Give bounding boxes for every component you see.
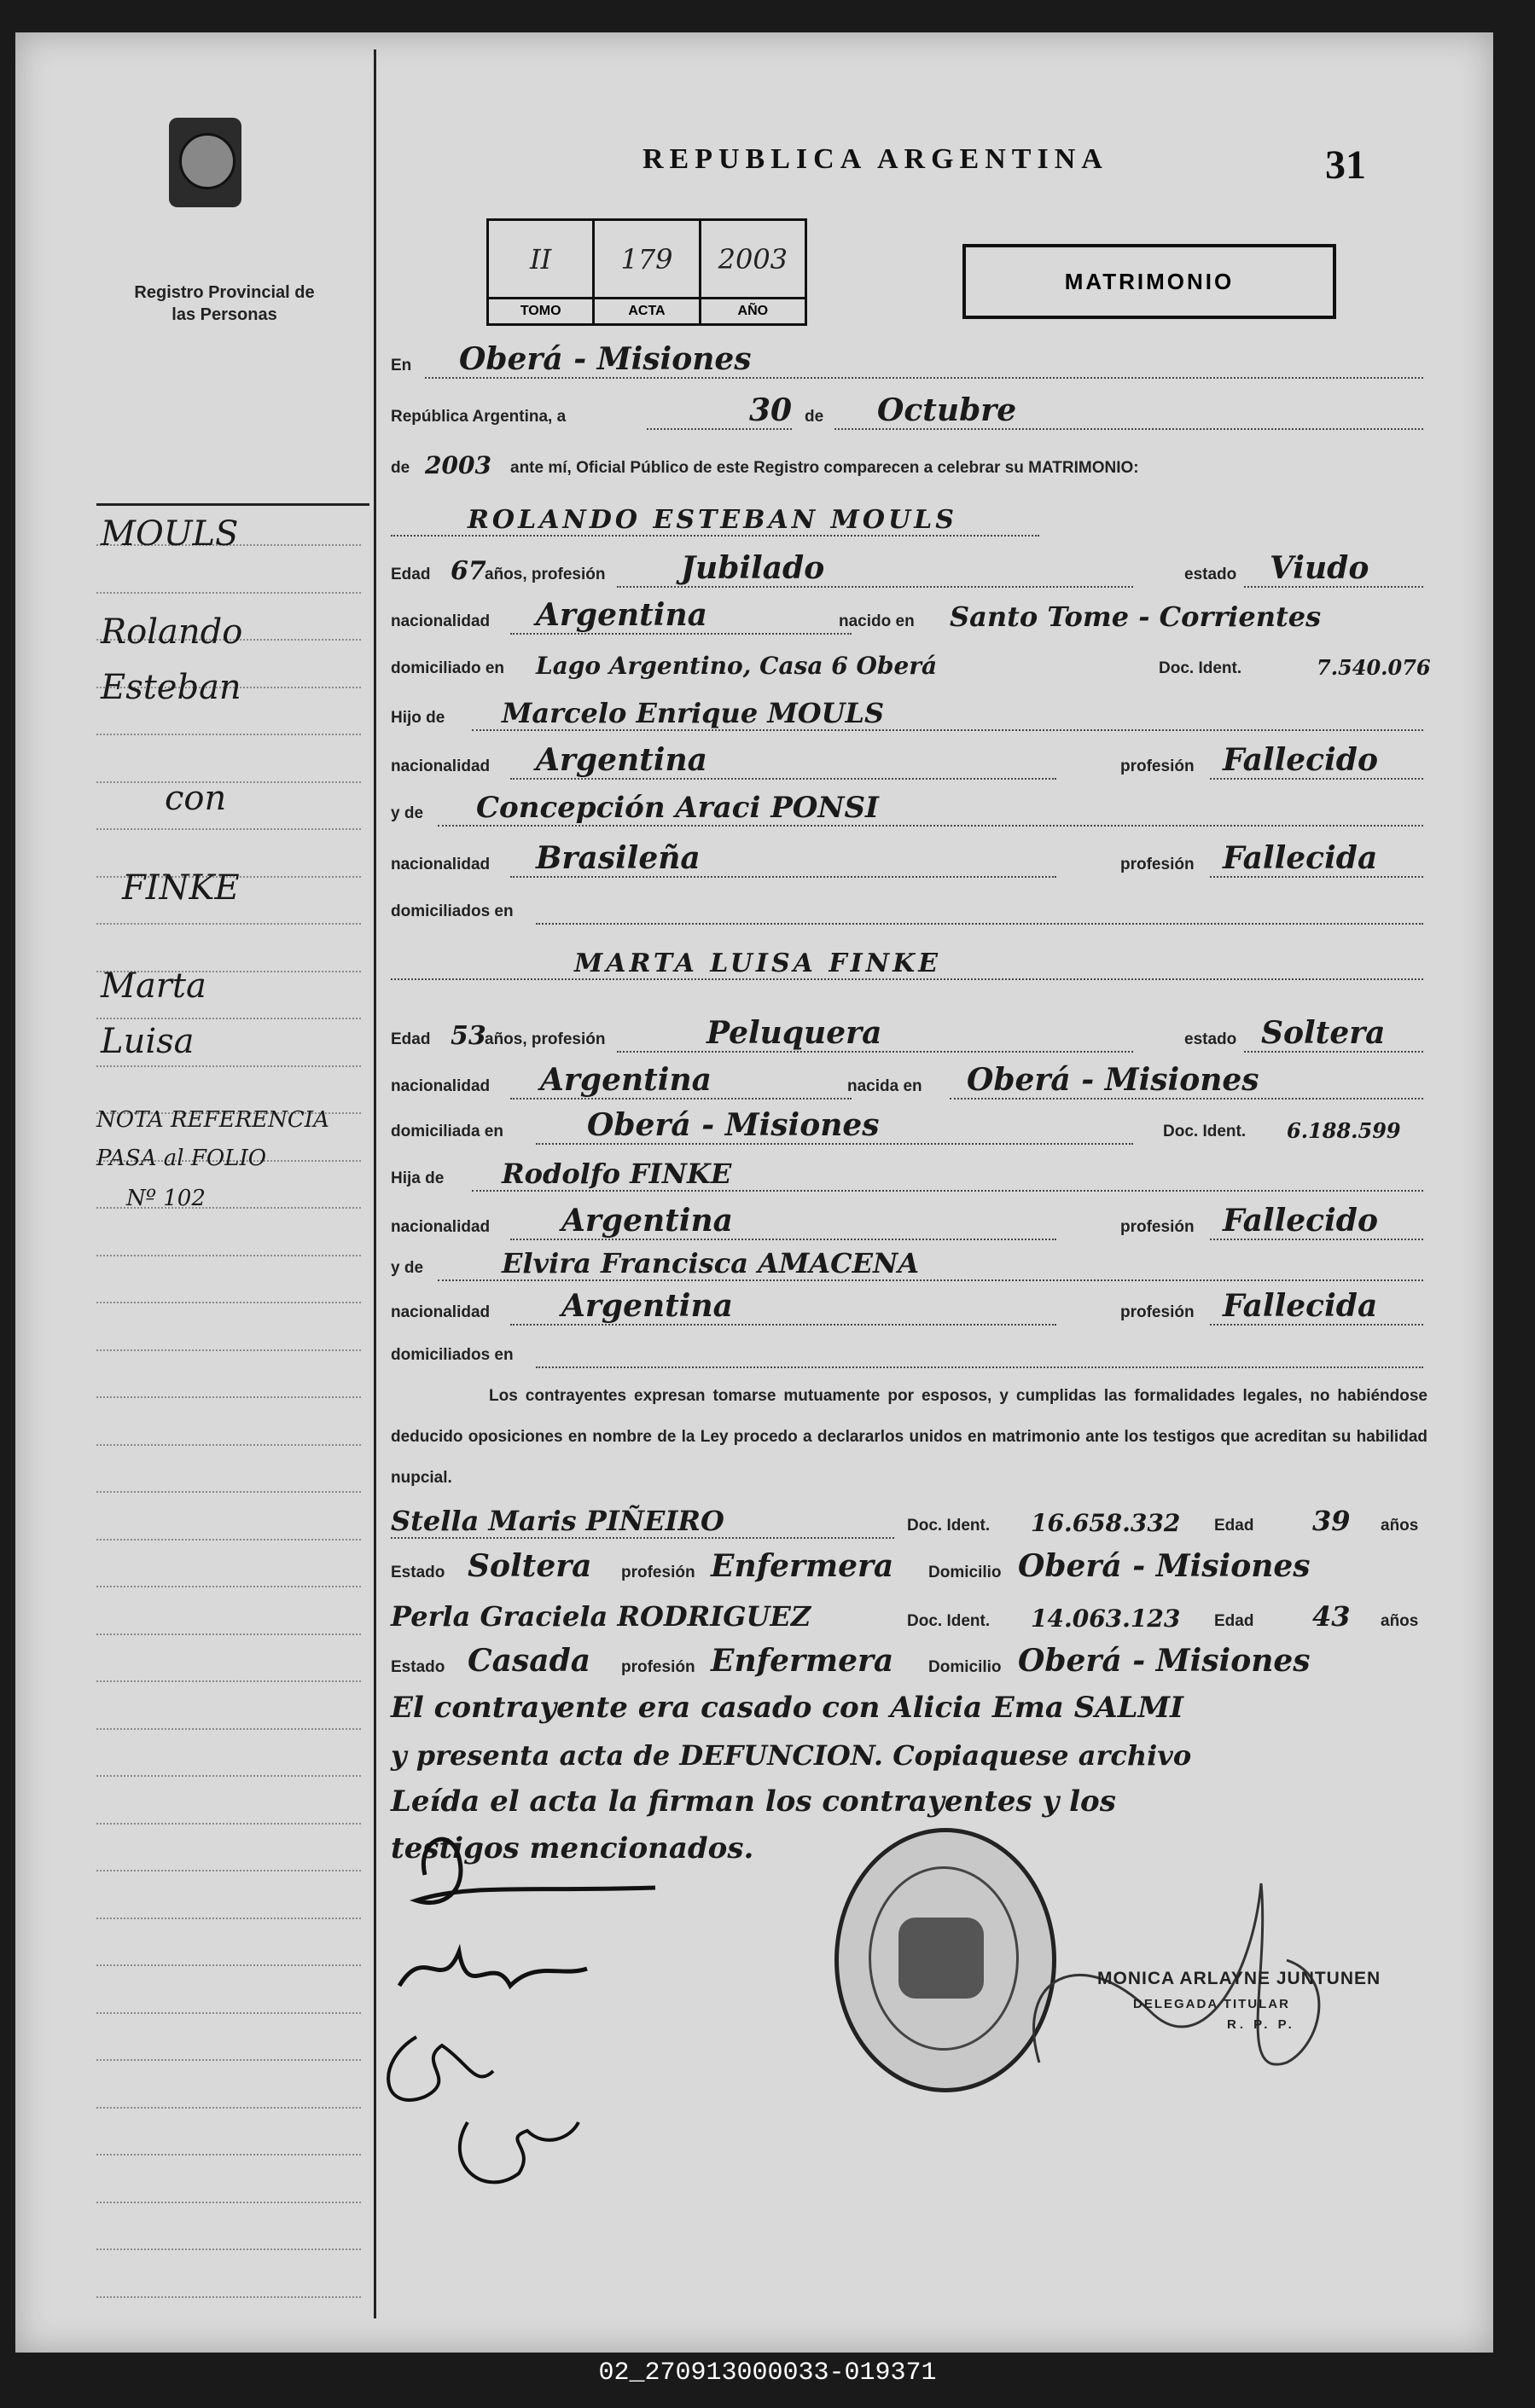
note-line-4: testigos mencionados. — [391, 1831, 754, 1865]
place-row: En Oberá - Misiones — [391, 339, 1427, 379]
anio-value: 2003 — [718, 242, 788, 276]
ruled-line — [96, 1302, 361, 1303]
witness1-age: 39 — [1312, 1505, 1351, 1537]
bride-name-row — [391, 941, 1427, 980]
bride-domicile-row: domiciliados en — [391, 1329, 1427, 1368]
witness2-name: Perla Graciela RODRIGUEZ — [391, 1600, 811, 1633]
ruled-line — [96, 828, 361, 830]
ruled-line — [96, 781, 361, 783]
bride-mother: Elvira Francisca AMACENA — [502, 1247, 920, 1279]
bride-father: Rodolfo FINKE — [502, 1158, 732, 1190]
groom-domicile-row: domiciliados en — [391, 885, 1427, 925]
month-value: Octubre — [877, 392, 1017, 428]
bride-birthplace: Oberá - Misiones — [967, 1062, 1259, 1098]
official-name: MONICA ARLAYNE JUNTUNEN — [1097, 1969, 1381, 1988]
witness1-name: Stella Maris PIÑEIRO — [391, 1505, 724, 1537]
place-value: Oberá - Misiones — [459, 341, 752, 377]
ruled-line — [96, 1065, 361, 1067]
date-row: República Argentina, a 30 de Octubre — [391, 391, 1427, 430]
ruled-line — [96, 1870, 361, 1871]
ruled-line — [96, 1680, 361, 1682]
witness2-doc: 14.063.123 — [1031, 1604, 1181, 1633]
groom-mother-nat-row: nacionalidad Brasileña profesión Fallecida — [391, 838, 1427, 878]
bride-father-nat-row: nacionalidad Argentina profesión Fallecido — [391, 1201, 1427, 1240]
groom-mother-profession: Fallecida — [1223, 840, 1378, 876]
groom-civil-status: Viudo — [1270, 550, 1369, 586]
bride-age: 53 — [451, 1021, 486, 1051]
intro-statement: ante mí, Oficial Público de este Registro comparecen a celebrar su MATRIMONIO: — [510, 459, 1139, 477]
ruled-line — [96, 734, 361, 735]
ruled-line — [96, 1539, 361, 1541]
ruled-line — [96, 2012, 361, 2014]
registry-seal-icon — [169, 118, 241, 207]
witness2-status: Casada — [468, 1643, 591, 1679]
bride-civil-status: Soltera — [1261, 1015, 1386, 1051]
witness1-status: Soltera — [468, 1548, 592, 1584]
groom-birthplace: Santo Tome - Corrientes — [950, 601, 1322, 633]
footer-code: 02_270913000033-019371 — [598, 2359, 937, 2388]
groom-address-row: domiciliado en Lago Argentino, Casa 6 Oberá Doc. Ident. 7.540.076 — [391, 652, 1431, 680]
tomo-value: II — [530, 242, 552, 276]
groom-mother-row: y de Concepción Araci PONSI — [391, 787, 1427, 827]
witness1-address: Oberá - Misiones — [1018, 1548, 1311, 1584]
note-line-3: Leída el acta la firman los contrayentes y los — [391, 1784, 1116, 1819]
ruled-line — [96, 1823, 361, 1825]
official-signature-scribble — [980, 1807, 1389, 2114]
bride-father-nationality: Argentina — [561, 1203, 733, 1239]
groom-nationality: Argentina — [536, 597, 707, 633]
bride-full-name: MARTA LUISA FINKE — [574, 949, 942, 978]
witness2-age: 43 — [1312, 1600, 1351, 1633]
groom-father-profession: Fallecido — [1223, 742, 1378, 778]
margin-surname-2: FINKE — [122, 868, 240, 908]
ruled-line — [96, 592, 361, 594]
note-line-2: y presenta acta de DEFUNCION. Copiaquese archivo — [391, 1739, 1192, 1772]
ruled-line — [96, 1775, 361, 1777]
year-value: 2003 — [425, 451, 491, 479]
margin-given-2b: Luisa — [101, 1022, 195, 1061]
witness2-profession: Enfermera — [711, 1643, 894, 1679]
ruled-line — [96, 2107, 361, 2109]
ruled-line — [96, 1018, 361, 1019]
groom-full-name: ROLANDO ESTEBAN MOULS — [468, 505, 957, 535]
margin-note-1: NOTA REFERENCIA — [96, 1107, 329, 1133]
official-office: R. P. P. — [1227, 2017, 1295, 2032]
ruled-line — [96, 1586, 361, 1587]
bride-doc: 6.188.599 — [1287, 1118, 1401, 1143]
ruled-line — [96, 1964, 361, 1966]
bride-address: Oberá - Misiones — [587, 1107, 880, 1143]
groom-father-nat-row: nacionalidad Argentina profesión Fallecido — [391, 740, 1427, 780]
bride-father-row: Hija de Rodolfo FINKE — [391, 1152, 1427, 1192]
margin-note-3: Nº 102 — [126, 1186, 206, 1211]
tomo-label: TOMO — [489, 297, 592, 323]
groom-father-nationality: Argentina — [536, 742, 707, 778]
margin-given-1b: Esteban — [101, 668, 241, 707]
groom-father-row: Hijo de Marcelo Enrique MOULS — [391, 692, 1427, 731]
bride-mother-nat-row: nacionalidad Argentina profesión Fallecida — [391, 1286, 1427, 1326]
signatures-scribble — [365, 1807, 706, 2250]
bride-mother-profession: Fallecida — [1223, 1288, 1378, 1324]
ruled-line — [96, 1444, 361, 1446]
ruled-line — [96, 1396, 361, 1398]
anio-label: AÑO — [701, 297, 805, 323]
witness1-row: Stella Maris PIÑEIRO Doc. Ident. 16.658.332 Edad 39 años — [391, 1505, 1419, 1537]
witness2-details-row: Estado Casada profesión Enfermera Domicilio Oberá - Misiones — [391, 1643, 1311, 1679]
ruled-line — [96, 923, 361, 925]
groom-address: Lago Argentino, Casa 6 Oberá — [536, 652, 938, 680]
ruled-line — [96, 2248, 361, 2250]
day-value: 30 — [749, 392, 793, 428]
ruled-line — [96, 1918, 361, 1919]
bride-mother-row: y de Elvira Francisca AMACENA — [391, 1242, 1427, 1281]
ruled-line — [96, 1633, 361, 1635]
witness1-doc: 16.658.332 — [1031, 1509, 1181, 1537]
note-line-1: El contrayente era casado con Alicia Ema SALMI — [391, 1691, 1184, 1725]
acta-label: ACTA — [595, 297, 698, 323]
groom-doc: 7.540.076 — [1317, 655, 1431, 680]
country-title: REPUBLICA ARGENTINA — [642, 143, 1108, 175]
bride-nationality: Argentina — [540, 1062, 712, 1098]
margin-given-2a: Marta — [101, 966, 206, 1006]
ruled-line — [96, 2202, 361, 2203]
bride-age-row: Edad 53 años, profesión Peluquera estado Soltera — [391, 1013, 1427, 1053]
groom-name-row — [391, 497, 1427, 537]
bride-profession: Peluquera — [706, 1015, 882, 1051]
witness2-row: Perla Graciela RODRIGUEZ Doc. Ident. 14.063.123 Edad 43 años — [391, 1600, 1419, 1633]
official-title: DELEGADA TITULAR — [1133, 1997, 1290, 2011]
document-page — [15, 32, 1493, 2353]
record-type-box: MATRIMONIO — [962, 244, 1336, 319]
ruled-line — [96, 1491, 361, 1493]
margin-given-1a: Rolando — [101, 612, 243, 652]
groom-age-row: Edad 67 años, profesión Jubilado estado Viudo — [391, 548, 1427, 588]
witness1-profession: Enfermera — [711, 1548, 894, 1584]
groom-father: Marcelo Enrique MOULS — [502, 697, 885, 729]
groom-profession: Jubilado — [681, 550, 825, 586]
margin-connector: con — [165, 779, 227, 818]
margin-top-rule — [96, 503, 369, 506]
groom-age: 67 — [451, 556, 486, 586]
acta-value: 179 — [620, 242, 673, 276]
ruled-line — [96, 2296, 361, 2298]
groom-mother-nationality: Brasileña — [536, 840, 701, 876]
margin-surname-1: MOULS — [101, 514, 239, 554]
margin-note-2: PASA al FOLIO — [96, 1146, 267, 1171]
registry-name: Registro Provincial de las Personas — [134, 283, 315, 324]
witness1-details-row: Estado Soltera profesión Enfermera Domicilio Oberá - Misiones — [391, 1548, 1311, 1584]
witness2-address: Oberá - Misiones — [1018, 1643, 1311, 1679]
reference-table — [486, 218, 807, 326]
bride-father-profession: Fallecido — [1223, 1203, 1378, 1239]
declaration-text: Los contrayentes expresan tomarse mutuamente por esposos, y cumplidas las formalidades legales, no habiéndose deducido oposiciones en nombre de la Ley procedo a declararlos unidos en matrimonio ante los testigos que acreditan su habilidad nupcial. — [391, 1387, 1427, 1487]
bride-address-row: domiciliada en Oberá - Misiones Doc. Ident. 6.188.599 — [391, 1107, 1401, 1143]
year-row: de 2003 ante mí, Oficial Público de este Registro comparecen a celebrar su MATRIMONIO: — [391, 451, 1139, 479]
ruled-line — [96, 2154, 361, 2156]
page-number: 31 — [1325, 142, 1366, 188]
bride-nationality-row: nacionalidad Argentina nacida en Oberá - Misiones — [391, 1060, 1427, 1100]
groom-nationality-row: nacionalidad Argentina nacido en Santo Tome - Corrientes — [391, 597, 1322, 633]
ruled-line — [96, 1728, 361, 1730]
bride-mother-nationality: Argentina — [561, 1288, 733, 1324]
ruled-line — [96, 1349, 361, 1351]
ruled-line — [96, 1255, 361, 1256]
ruled-line — [96, 2059, 361, 2061]
groom-mother: Concepción Araci PONSI — [476, 791, 879, 825]
